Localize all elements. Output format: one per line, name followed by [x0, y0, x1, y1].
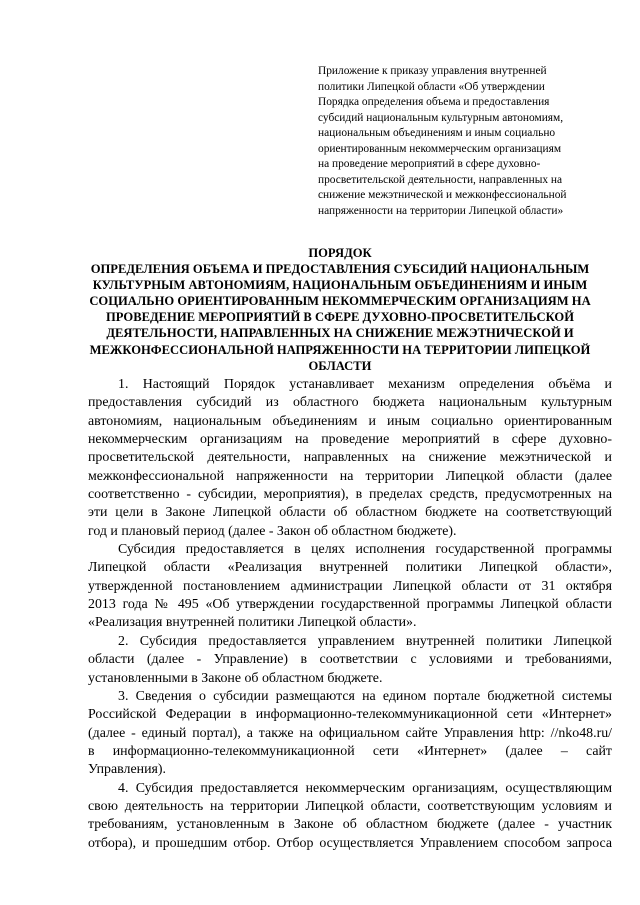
appendix-line: политики Липецкой области «Об утверждении — [318, 80, 545, 93]
body-line: установленными в Законе об областном бюджете. — [88, 670, 383, 686]
appendix-note — [318, 64, 610, 219]
appendix-line: ориентированным некоммерческим организациям — [318, 142, 562, 155]
paragraph-3 — [88, 688, 612, 780]
body-line: в информационно-телекоммуникационной сети «Интернет» (далее – сайт — [88, 743, 612, 759]
body-line: Российской Федерации в информационно-телекоммуникационной сети «Интернет» — [88, 707, 612, 723]
title-line: ДЕЯТЕЛЬНОСТИ, НАПРАВЛЕННЫХ НА СНИЖЕНИЕ МЕЖЭТНИЧЕСКОЙ И — [106, 326, 574, 341]
body-line: некоммерческим организациям на проведение мероприятий в сфере духовно- — [88, 432, 612, 448]
body-line: Субсидия предоставляется в целях исполнения государственной программы — [118, 542, 612, 558]
body-line: эти цели в Законе Липецкой области об областном бюджете на соответствующий — [88, 505, 612, 521]
title-line: КУЛЬТУРНЫМ АВТОНОМИЯМ, НАЦИОНАЛЬНЫМ ОБЪЕДИНЕНИЯМ И ИНЫМ — [92, 278, 588, 293]
body-line: Липецкой области «Реализация внутренней политики Липецкой области», — [88, 560, 612, 576]
appendix-line: на проведение мероприятий в сфере духовно- — [318, 158, 541, 170]
appendix-line: напряженности на территории Липецкой области» — [318, 204, 564, 217]
appendix-line: снижение межэтнической и межконфессиональной — [318, 189, 567, 201]
body-line: просветительской деятельности, направленных на снижение межэтнической и — [88, 450, 612, 466]
title-line: ПОРЯДОК — [308, 246, 372, 260]
title-line: ОПРЕДЕЛЕНИЯ ОБЪЕМА И ПРЕДОСТАВЛЕНИЯ СУБСИДИЙ НАЦИОНАЛЬНЫМ — [90, 262, 590, 277]
body-line: «Реализация внутренней политики Липецкой области». — [88, 615, 417, 631]
body-line: предоставления субсидий из областного бюджета национальным культурным — [88, 395, 612, 411]
body-line: 4. Субсидия предоставляется некоммерческим организациям, осуществляющим — [118, 780, 612, 796]
body-line: 1. Настоящий Порядок устанавливает механизм определения объёма и — [118, 377, 612, 392]
body-line: (далее - единый портал), а также на официальном сайте Управления http: //nko48.ru/ — [88, 725, 612, 741]
appendix-line: субсидий национальным культурным автономиям, — [318, 111, 564, 124]
body-line: 2. Субсидия предоставляется управлением внутренней политики Липецкой — [118, 633, 612, 649]
body-line: соответственно - субсидии, мероприятия), в пределах средств, предусмотренных на — [88, 487, 612, 503]
body-line: год и плановый период (далее - Закон об областном бюджете). — [88, 523, 457, 539]
body-line: утвержденной постановлением администрации Липецкой области от 31 октября — [88, 578, 612, 594]
appendix-line: национальным объединениям и иным социально — [318, 127, 556, 139]
appendix-line: Порядка определения объема и предоставления — [318, 96, 550, 108]
body-line: свою деятельность на территории Липецкой области, соответствующим условиям и — [88, 798, 612, 814]
body-line: Управления). — [88, 762, 166, 778]
body-line: области (далее - Управление) в соответствии с условиями и требованиями, — [88, 652, 612, 668]
document-body — [88, 376, 612, 853]
body-line: отбора), и прошедшим отбор. Отбор осуществляется Управлением способом запроса — [88, 835, 612, 851]
document-title — [60, 245, 620, 374]
paragraph-4 — [88, 780, 612, 853]
paragraph-program — [88, 541, 612, 633]
title-line: ОБЛАСТИ — [308, 358, 372, 373]
title-line: МЕЖКОНФЕССИОНАЛЬНОЙ НАПРЯЖЕННОСТИ НА ТЕРРИТОРИИ ЛИПЕЦКОЙ — [89, 342, 591, 357]
body-line: автономиям, национальным объединениям и иным социально ориентированным — [88, 413, 612, 429]
body-line: требованиям, установленным в Законе об областном бюджете (далее - участник — [88, 817, 612, 833]
appendix-line: Приложение к приказу управления внутренней — [318, 65, 547, 77]
title-line: ПРОВЕДЕНИЕ МЕРОПРИЯТИЙ В СФЕРЕ ДУХОВНО-ПРОСВЕТИТЕЛЬСКОЙ — [105, 310, 575, 325]
appendix-line: просветительской деятельности, направленных на — [318, 173, 563, 186]
paragraph-2 — [88, 633, 612, 688]
paragraph-1 — [88, 376, 612, 541]
title-line: СОЦИАЛЬНО ОРИЕНТИРОВАННЫМ НЕКОММЕРЧЕСКИМ ОРГАНИЗАЦИЯМ НА — [89, 294, 591, 309]
body-line: 3. Сведения о субсидии размещаются на едином портале бюджетной системы — [118, 688, 612, 704]
body-line: межконфессиональной напряженности на территории Липецкой области (далее — [88, 468, 612, 484]
body-line: 2013 года № 495 «Об утверждении государственной программы Липецкой области — [88, 597, 612, 613]
